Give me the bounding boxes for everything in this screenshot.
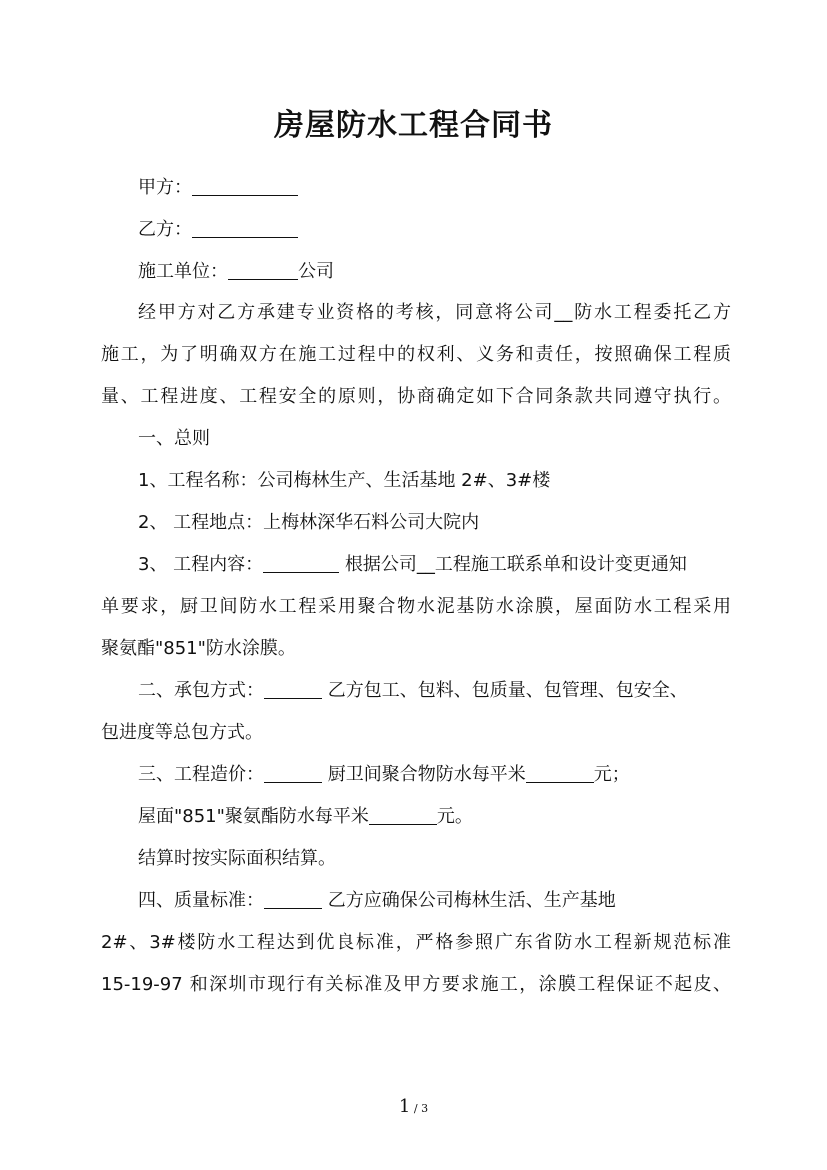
cost-unit: 元； [593,764,630,785]
intro-line: 量、工程进度、工程安全的原则，协商确定如下合同条款共同遵守执行。 [101,386,731,407]
quality-blank [264,889,322,909]
intro-line: 施工，为了明确双方在施工过程中的权利、义务和责任，按照确保工程质 [101,344,731,365]
contract-method-blank [264,679,322,699]
quality-line-cont: 2#、3#楼防水工程达到优良标准，严格参照广东省防水工程新规范标准 [101,932,731,953]
party-b-blank [192,218,298,238]
page-current: 1 [398,1096,411,1117]
project-content-line: 聚氨酯"851"防水涂膜。 [101,638,296,659]
project-content-text: 根据公司__工程施工联系单和设计变更通知 [339,554,687,575]
roof-cost-line [138,804,731,830]
roof-cost-blank [369,805,437,825]
party-b-label: 乙方： [138,219,192,240]
contract-method-line [138,678,731,704]
cost-price-blank [526,763,594,783]
settlement-note: 结算时按实际面积结算。 [138,848,336,869]
contractor-label: 施工单位： [138,261,228,282]
project-name-item: 1、工程名称：公司梅林生产、生活基地 2#、3#楼 [138,470,551,491]
quality-line [138,888,731,914]
quality-line-cont: 15-19-97 和深圳市现行有关标准及甲方要求施工，涂膜工程保证不起皮、 [101,974,731,995]
document-title: 房屋防水工程合同书 [274,108,553,143]
party-b-line [138,217,731,243]
project-content-item [138,552,731,578]
page-total: / 3 [410,1102,429,1115]
cost-blank [264,763,322,783]
party-a-blank [192,176,298,196]
contract-method-cont: 包进度等总包方式。 [101,722,263,743]
quality-label: 四、质量标准： [138,890,264,911]
cost-line [138,762,731,788]
roof-cost-prefix: 屋面"851"聚氨酯防水每平米 [138,806,369,827]
project-location-item: 2、 工程地点：上梅林深华石料公司大院内 [138,512,480,533]
project-content-label: 3、 工程内容： [138,554,264,575]
contract-method-label: 二、承包方式： [138,680,264,701]
contractor-blank [228,260,298,280]
project-content-blank [263,553,339,573]
cost-label: 三、工程造价： [138,764,264,785]
quality-text: 乙方应确保公司梅林生活、生产基地 [322,890,616,911]
party-a-label: 甲方： [138,177,192,198]
party-a-line [138,175,731,201]
page-number [0,1095,827,1121]
roof-cost-unit: 元。 [436,806,473,827]
contract-method-text: 乙方包工、包料、包质量、包管理、包安全、 [322,680,688,701]
cost-text: 厨卫间聚合物防水每平米 [322,764,526,785]
contractor-suffix: 公司 [298,261,334,282]
contractor-line [138,259,731,285]
project-content-line: 单要求，厨卫间防水工程采用聚合物水泥基防水涂膜，屋面防水工程采用 [101,596,731,617]
intro-line: 经甲方对乙方承建专业资格的考核，同意将公司__防水工程委托乙方 [138,302,731,323]
section-heading: 一、总则 [138,428,210,449]
